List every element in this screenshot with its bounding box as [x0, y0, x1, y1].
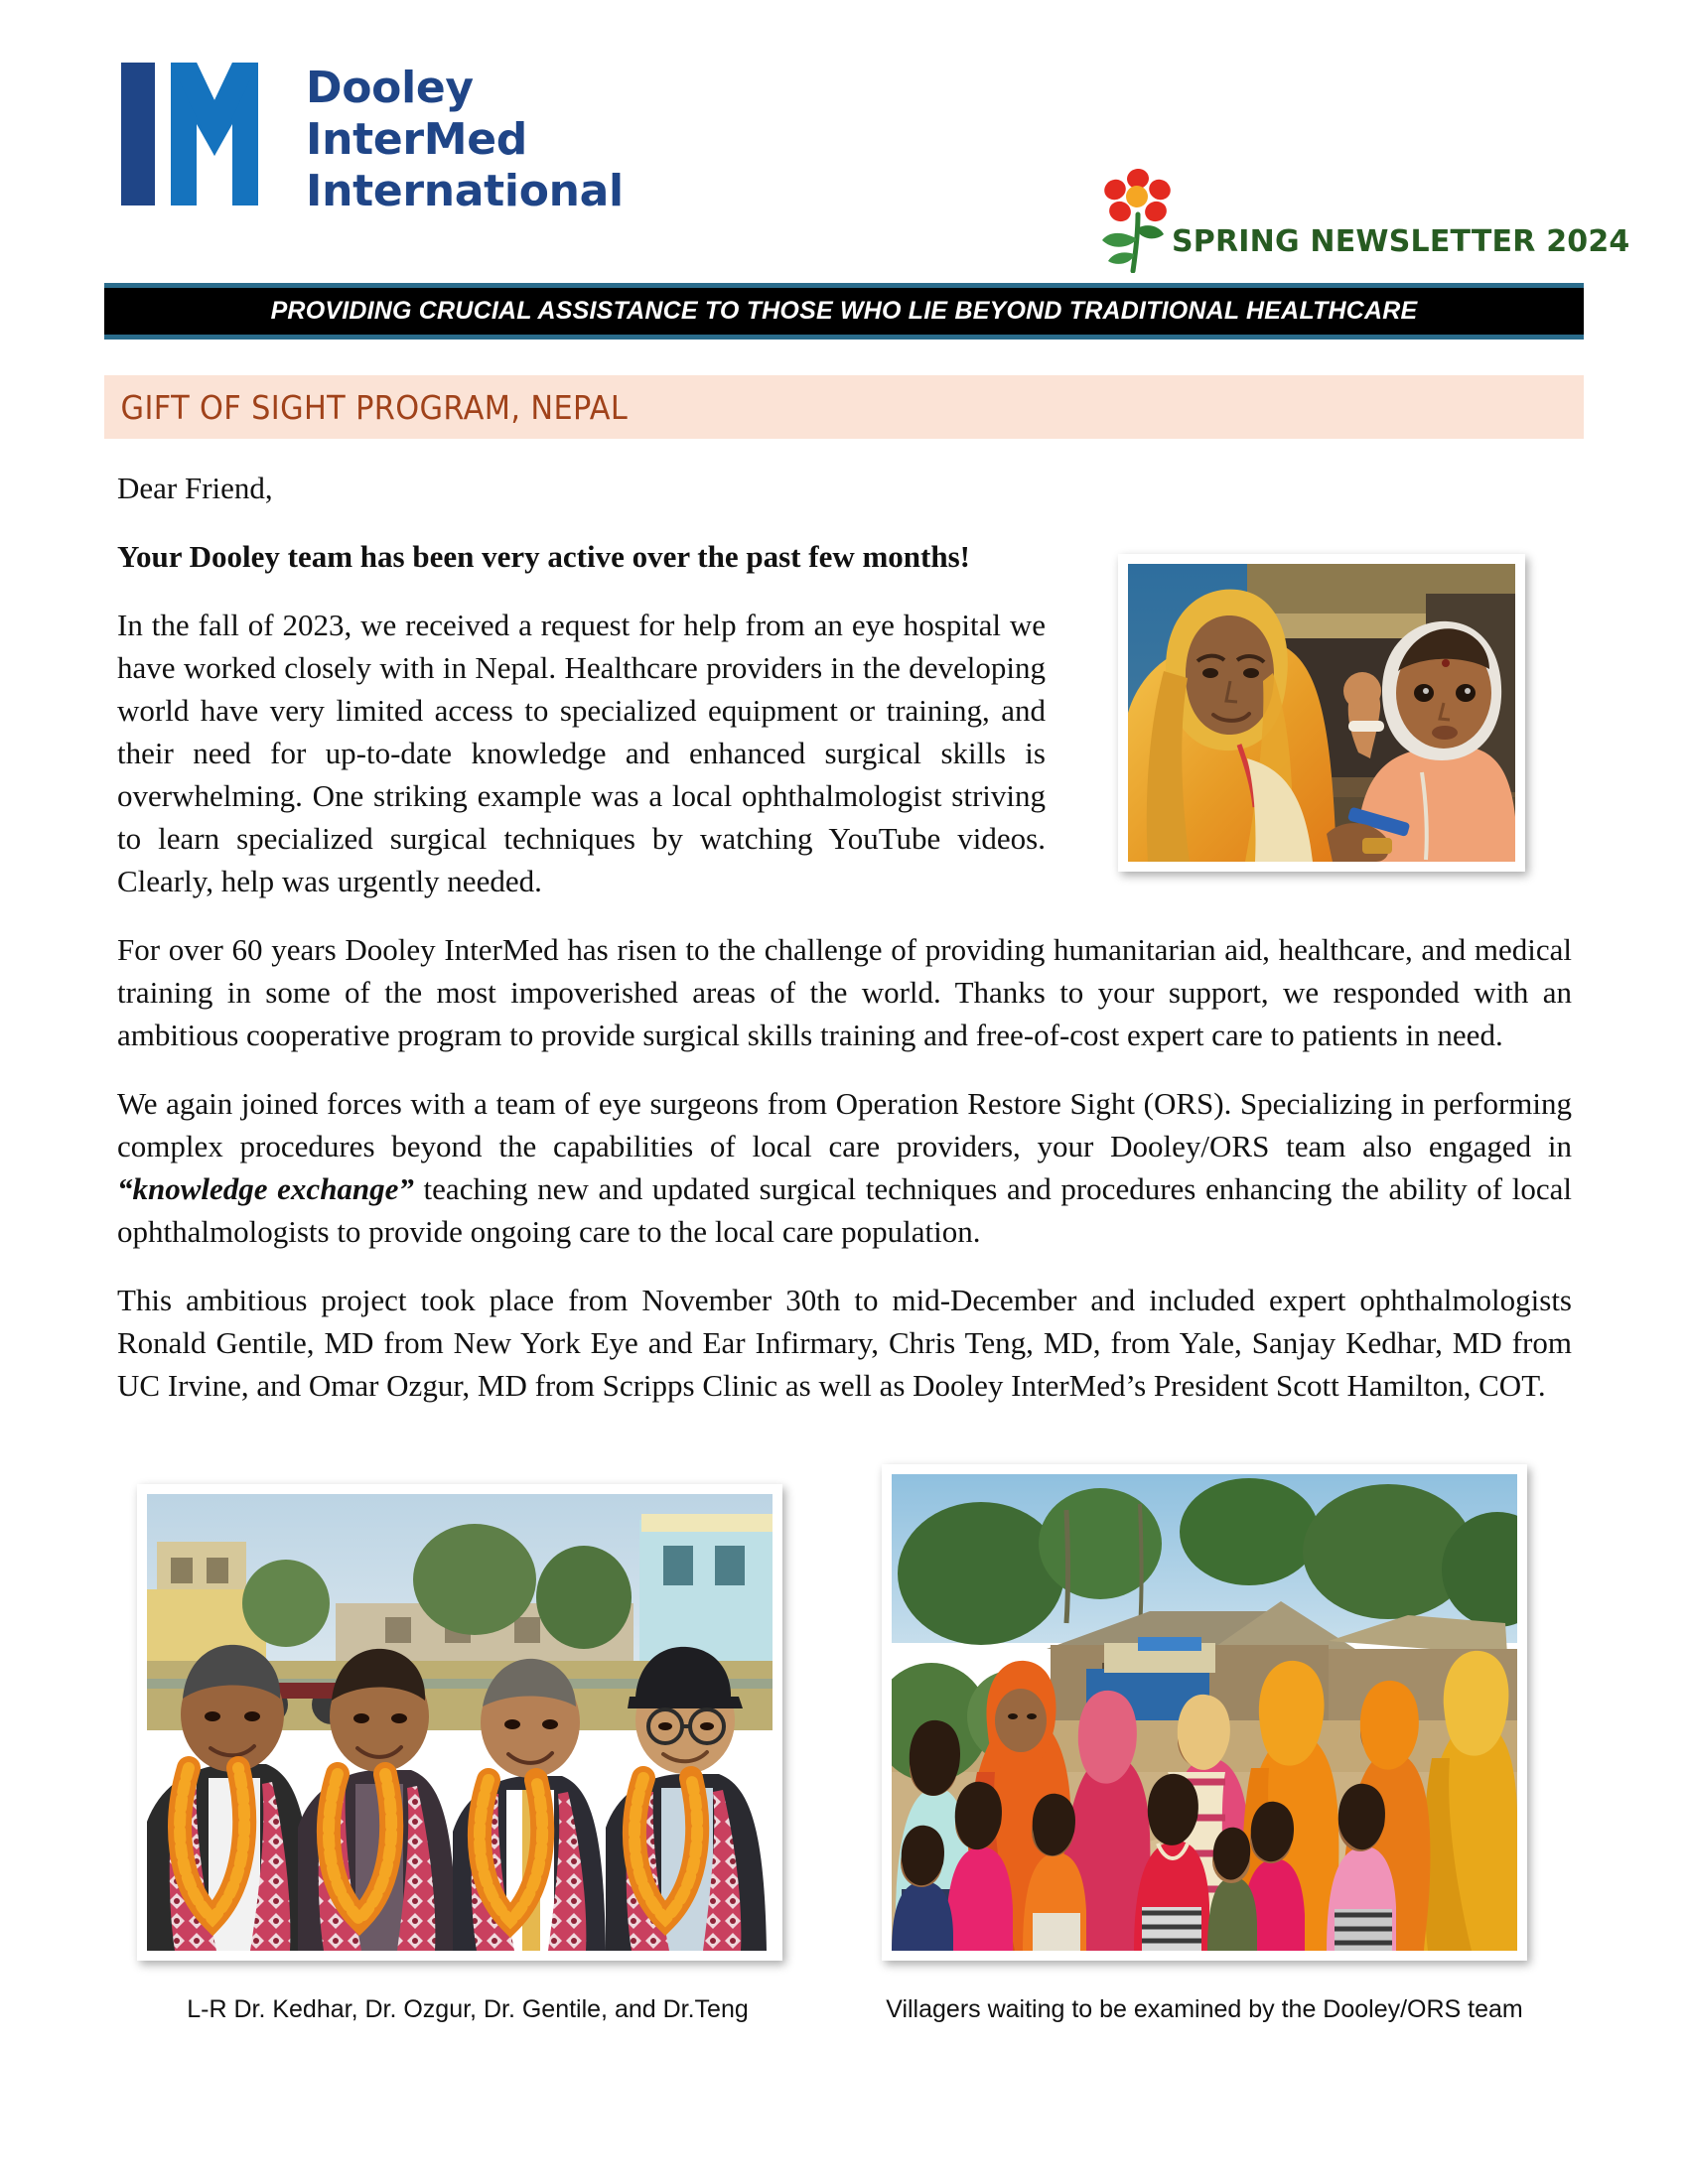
newsletter-badge — [1100, 164, 1630, 273]
photo-woman-and-child-image — [1128, 564, 1515, 862]
section-header — [104, 375, 1584, 439]
paragraph-4: This ambitious project took place from November 30th to mid-December and included expert ophthalmologists Ronald Gentile, MD from New York Eye and Ear Infirmary, Chris Teng, MD, from Yale, Sanjay Kedhar, MD from UC Irvine, and Omar Ozgur, MD from Scripps Clinic as well as Dooley InterMed’s President Scott Hamilton, COT. — [117, 1283, 1572, 1403]
logo-line-2: InterMed — [306, 114, 527, 165]
newsletter-badge-label: SPRING NEWSLETTER 2024 — [1172, 224, 1630, 259]
paragraph-3 — [117, 1082, 1572, 1253]
photo-doctors-group-image — [147, 1494, 773, 1951]
photo-villagers-group-image — [892, 1474, 1517, 1951]
caption-doctors: L-R Dr. Kedhar, Dr. Ozgur, Dr. Gentile, and Dr.Teng — [187, 1995, 749, 2023]
paragraph-3-emphasis: “knowledge exchange” — [117, 1171, 414, 1206]
paragraph-3-part1: We again joined forces with a team of eye surgeons from Operation Restore Sight (ORS). Specializing in performing complex procedures beyond the capabilities of local care providers, your Dooley/ORS team also engaged in — [117, 1086, 1572, 1163]
logo-line-3: International — [306, 166, 624, 216]
page-header — [0, 0, 1688, 268]
tagline-banner — [104, 283, 1584, 340]
logo-wordmark — [306, 55, 624, 217]
lead-line: Your Dooley team has been very active over the past few months! — [117, 539, 970, 574]
logo-line-1: Dooley — [306, 63, 474, 113]
caption-villagers: Villagers waiting to be examined by the Dooley/ORS team — [886, 1995, 1523, 2023]
salutation: Dear Friend, — [117, 471, 273, 505]
organization-logo — [119, 55, 624, 217]
photo-woman-and-child — [1118, 554, 1525, 872]
paragraph-2: For over 60 years Dooley InterMed has risen to the challenge of providing humanitarian aid, healthcare, and medical training in some of the most impoverished areas of the world. Thanks to your support, we responded with an ambitious cooperative program to provide surgical skills training and free-of-cost expert care to patients in need. — [117, 932, 1572, 1052]
photo-doctors-group — [137, 1484, 782, 1961]
flower-icon — [1100, 169, 1178, 273]
paragraph-3-part2: teaching new and updated surgical techniques and procedures enhancing the ability of local ophthalmologists to provide ongoing care to the local care population. — [117, 1171, 1573, 1249]
photo-villagers-group — [882, 1464, 1527, 1961]
section-title-text: GIFT OF SIGHT PROGRAM, NEPAL — [120, 387, 629, 427]
tagline-text: PROVIDING CRUCIAL ASSISTANCE TO THOSE WHO LIE BEYOND TRADITIONAL HEALTHCARE — [270, 297, 1418, 325]
dooley-intermed-im-monogram-icon — [119, 55, 278, 213]
paragraph-1: In the fall of 2023, we received a request for help from an eye hospital we have worked closely with in Nepal. Healthcare providers in the developing world have very limited access to specialized equipment or training, and their need for up-to-date knowledge and enhanced surgical skills is overwhelming. One striking example was a local ophthalmologist striving to learn specialized surgical techniques by watching YouTube videos. Clearly, help was urgently needed. — [117, 608, 1046, 898]
